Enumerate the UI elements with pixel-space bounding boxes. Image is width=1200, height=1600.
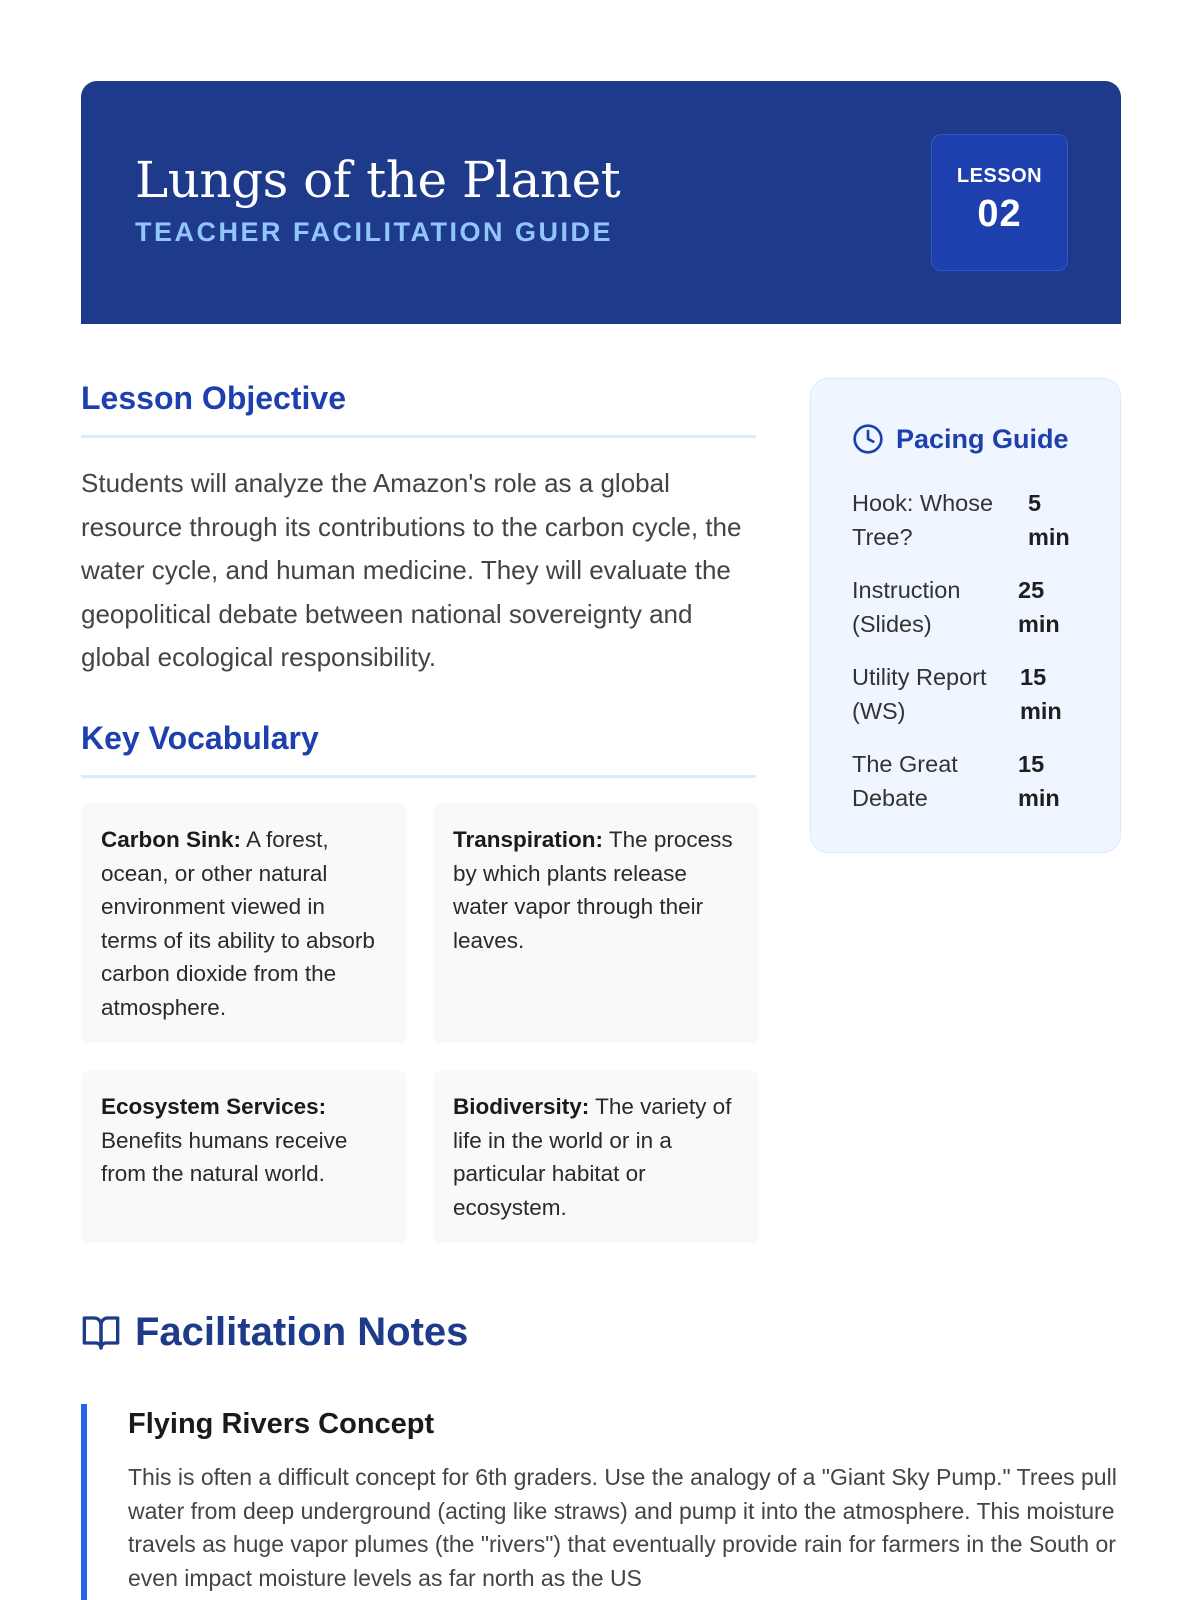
pacing-time-unit: min	[1018, 610, 1060, 637]
pacing-activity-line: Instruction	[852, 577, 961, 603]
pacing-time-value: 25	[1018, 577, 1045, 603]
vocab-term: Biodiversity:	[453, 1094, 590, 1119]
pacing-activity	[852, 661, 987, 728]
pacing-activity-line: (WS)	[852, 697, 906, 724]
note-block	[81, 1404, 1121, 1600]
pacing-time-unit: min	[1020, 697, 1062, 724]
pacing-activity-line: Hook: Whose	[852, 490, 994, 516]
pacing-time-unit: min	[1018, 784, 1060, 811]
pacing-activity-line: Debate	[852, 784, 928, 811]
lesson-label: LESSON	[956, 165, 1043, 187]
pacing-activity-line: Tree?	[852, 523, 913, 550]
page-subtitle: TEACHER FACILITATION GUIDE	[135, 217, 613, 247]
vocab-card	[433, 803, 759, 1043]
vocab-card	[433, 1070, 759, 1243]
vocab-definition: Benefits humans receive from the natural world.	[101, 1127, 348, 1186]
objective-text: Students will analyze the Amazon's role as a global resource through its contributions to the carbon cycle, the water cycle, and human medicine. They will evaluate the geopolitical debate between national sovereignty and global ecological responsibility.	[81, 468, 742, 672]
pacing-activity	[852, 574, 960, 641]
page-title: Lungs of the Planet	[135, 151, 621, 209]
vocabulary-heading: Key Vocabulary	[81, 720, 756, 778]
pacing-time	[1018, 574, 1060, 641]
pacing-time-value: 5	[1028, 490, 1042, 516]
pacing-guide-title: Pacing Guide	[896, 423, 1069, 454]
note-text: This is often a difficult concept for 6th graders. Use the analogy of a "Giant Sky Pump." Trees pull water from deep underground (acting like straws) and pump it into the atmosphere. This moisture travels as huge vapor plumes (the "rivers") that eventually provide rain for farmers in the South or even impact moisture levels as far north as the US	[128, 1464, 1117, 1591]
pacing-time	[1028, 487, 1070, 554]
pacing-time	[1020, 661, 1062, 728]
vocab-definition: The process by which plants release water vapor through their leaves.	[453, 827, 733, 953]
vocab-term: Transpiration:	[453, 827, 604, 852]
pacing-guide-panel	[810, 378, 1121, 853]
book-open-icon	[81, 1313, 121, 1353]
pacing-activity	[852, 487, 993, 554]
vocab-term: Ecosystem Services:	[101, 1094, 327, 1119]
pacing-time	[1018, 748, 1060, 815]
lesson-number: 02	[977, 193, 1022, 235]
pacing-activity	[852, 748, 958, 815]
header-banner	[81, 81, 1121, 324]
vocab-term: Carbon Sink:	[101, 827, 242, 852]
pacing-activity-line: The Great	[852, 751, 958, 777]
lesson-badge	[931, 134, 1068, 271]
note-title: Flying Rivers Concept	[128, 1408, 435, 1440]
vocab-card	[81, 803, 407, 1043]
pacing-time-value: 15	[1020, 664, 1047, 690]
pacing-activity-line: (Slides)	[852, 610, 932, 637]
clock-icon	[852, 423, 884, 455]
objective-heading: Lesson Objective	[81, 380, 756, 438]
pacing-time-value: 15	[1018, 751, 1045, 777]
pacing-activity-line: Utility Report	[852, 664, 987, 690]
facilitation-notes-heading	[81, 1310, 468, 1355]
vocab-definition: The variety of life in the world or in a particular habitat or ecosystem.	[453, 1094, 732, 1220]
pacing-time-unit: min	[1028, 523, 1070, 550]
vocab-card	[81, 1070, 407, 1243]
vocab-definition: A forest, ocean, or other natural environment viewed in terms of its ability to absorb carbon dioxide from the atmosphere.	[101, 827, 375, 1020]
pacing-guide-heading	[852, 423, 1069, 455]
facilitation-notes-title: Facilitation Notes	[135, 1310, 469, 1354]
